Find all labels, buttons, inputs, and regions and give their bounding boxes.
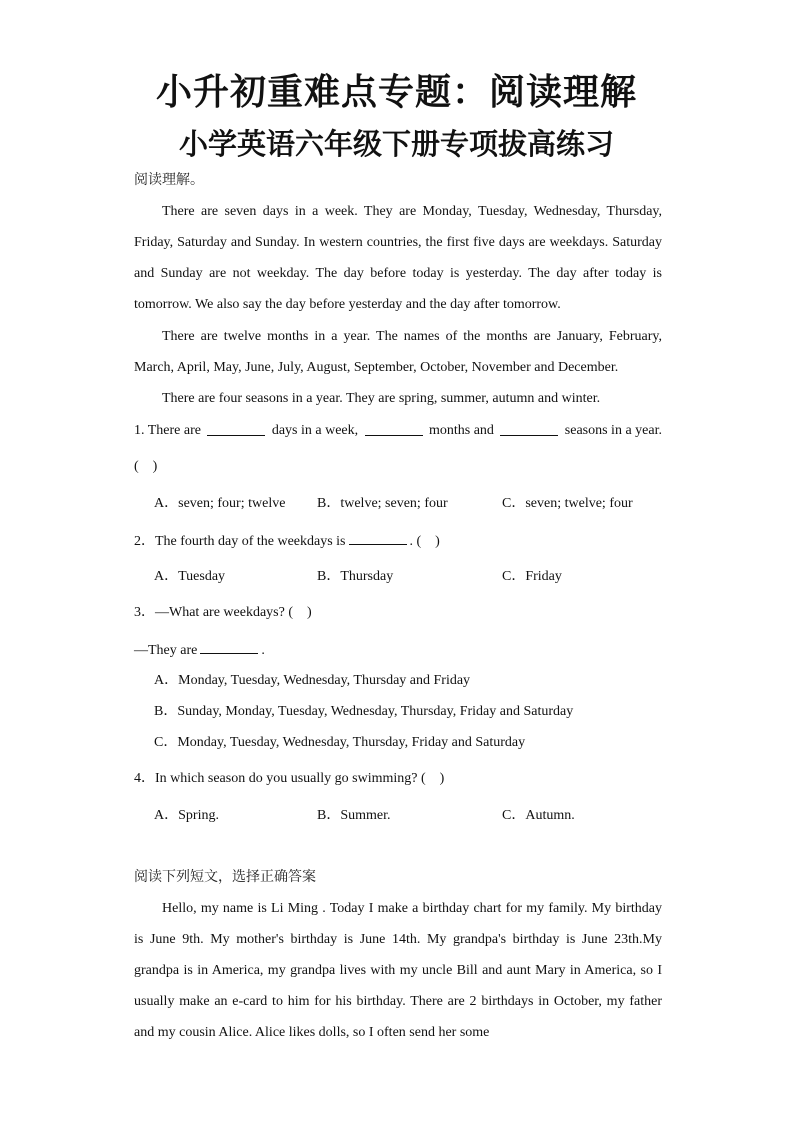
page-title: 小升初重难点专题：阅读理解 [155, 72, 637, 113]
question-2 [134, 531, 440, 551]
question-text: months and [428, 423, 494, 438]
option-text: Spring. [178, 808, 219, 823]
option-text: seven; four; twelve [178, 496, 286, 511]
question-text: In which season do you usually go swimming? ( ) [155, 771, 445, 786]
page-subtitle: 小学英语六年级下册专项拔高练习 [178, 127, 614, 161]
paragraph-text: There are seven days in a week. They are Monday, Tuesday, Wednesday, Thursday, Friday, Saturday and Sunday. In western countries, the first five days are weekdays. Saturday and Sunday are not weekday. The day before today is yesterday. The day after today is tomorrow. We also say the day before yesterday and the day after tomorrow. [134, 204, 662, 312]
question-number: 4． [134, 771, 155, 786]
option-b[interactable] [317, 807, 391, 825]
question-text: The fourth day of the weekdays is [155, 534, 346, 549]
answer-blank[interactable] [500, 422, 558, 436]
paragraph-text: There are twelve months in a year. The names of the months are January, February, March, April, May, June, July, August, September, October, November and December. [134, 329, 662, 375]
answer-blank[interactable] [365, 422, 423, 436]
question-number: 1. [134, 423, 145, 438]
option-text: Sunday, Monday, Tuesday, Wednesday, Thursday, Friday and Saturday [177, 704, 574, 719]
option-text: Tuesday [178, 569, 226, 584]
option-a[interactable] [154, 807, 219, 825]
option-letter: B． [317, 808, 341, 823]
option-letter: B． [154, 704, 178, 719]
option-a[interactable] [154, 568, 225, 586]
option-a[interactable] [154, 495, 285, 513]
question-text: There are [147, 423, 201, 438]
passage1-paragraph-3 [134, 383, 662, 414]
option-text: twelve; seven; four [340, 496, 448, 511]
question-number: 3． [134, 605, 155, 620]
option-letter: A． [154, 808, 179, 823]
option-text: Thursday [340, 569, 394, 584]
question-4 [134, 770, 444, 788]
option-b[interactable] [317, 495, 448, 513]
answer-blank[interactable] [207, 422, 265, 436]
option-letter: B． [317, 569, 341, 584]
question-text: . ( ) [409, 534, 440, 549]
option-c[interactable] [502, 568, 562, 586]
option-text: Summer. [340, 808, 391, 823]
question-3 [134, 604, 312, 622]
answer-suffix: . [261, 643, 265, 658]
option-a[interactable] [154, 672, 470, 690]
paragraph-text: There are four seasons in a year. They are spring, summer, autumn and winter. [162, 391, 601, 406]
option-text: seven; twelve; four [525, 496, 633, 511]
passage1-paragraph-2 [134, 321, 662, 383]
question-text: seasons in a year. [564, 423, 662, 438]
section1-instruction: 阅读理解。 [134, 172, 204, 188]
paragraph-text: Hello, my name is Li Ming . Today I make a birthday chart for my family. My birthday is June 9th. My mother's birthday is June 14th. My grandpa's birthday is June 23th.My grandpa is in America, my grandpa lives with my uncle Bill and aunt Mary in America, so I usually make an e-card to him for his birthday. There are 2 birthdays in October, my father and my cousin Alice. Alice likes dolls, so I often send her some [134, 901, 662, 1040]
question-text: days in a week, [271, 423, 359, 438]
option-letter: C． [502, 496, 526, 511]
question-text: —What are weekdays? ( ) [155, 605, 312, 620]
option-letter: C． [502, 808, 526, 823]
section2-instruction: 阅读下列短文，选择正确答案 [134, 869, 316, 885]
answer-blank[interactable] [200, 640, 258, 654]
answer-bracket[interactable]: ( ) [134, 459, 158, 474]
option-b[interactable] [317, 568, 393, 586]
question-3-answer-line [134, 640, 265, 660]
option-text: Autumn. [525, 808, 575, 823]
option-letter: C． [154, 735, 178, 750]
option-text: Friday [525, 569, 562, 584]
option-b[interactable] [154, 703, 573, 721]
passage1-paragraph-1 [134, 196, 662, 320]
passage2-paragraph [134, 893, 662, 1048]
question-number: 2． [134, 534, 155, 549]
answer-blank[interactable] [349, 531, 407, 545]
option-c[interactable] [502, 807, 575, 825]
option-letter: A． [154, 496, 179, 511]
option-text: Monday, Tuesday, Wednesday, Thursday, Friday and Saturday [177, 735, 526, 750]
option-c[interactable] [502, 495, 633, 513]
option-letter: A． [154, 569, 179, 584]
option-letter: A． [154, 673, 179, 688]
answer-prefix: —They are [134, 643, 198, 658]
option-letter: C． [502, 569, 526, 584]
option-letter: B． [317, 496, 341, 511]
question-1 [134, 422, 662, 440]
option-text: Monday, Tuesday, Wednesday, Thursday and Friday [178, 673, 471, 688]
option-c[interactable] [154, 734, 525, 752]
